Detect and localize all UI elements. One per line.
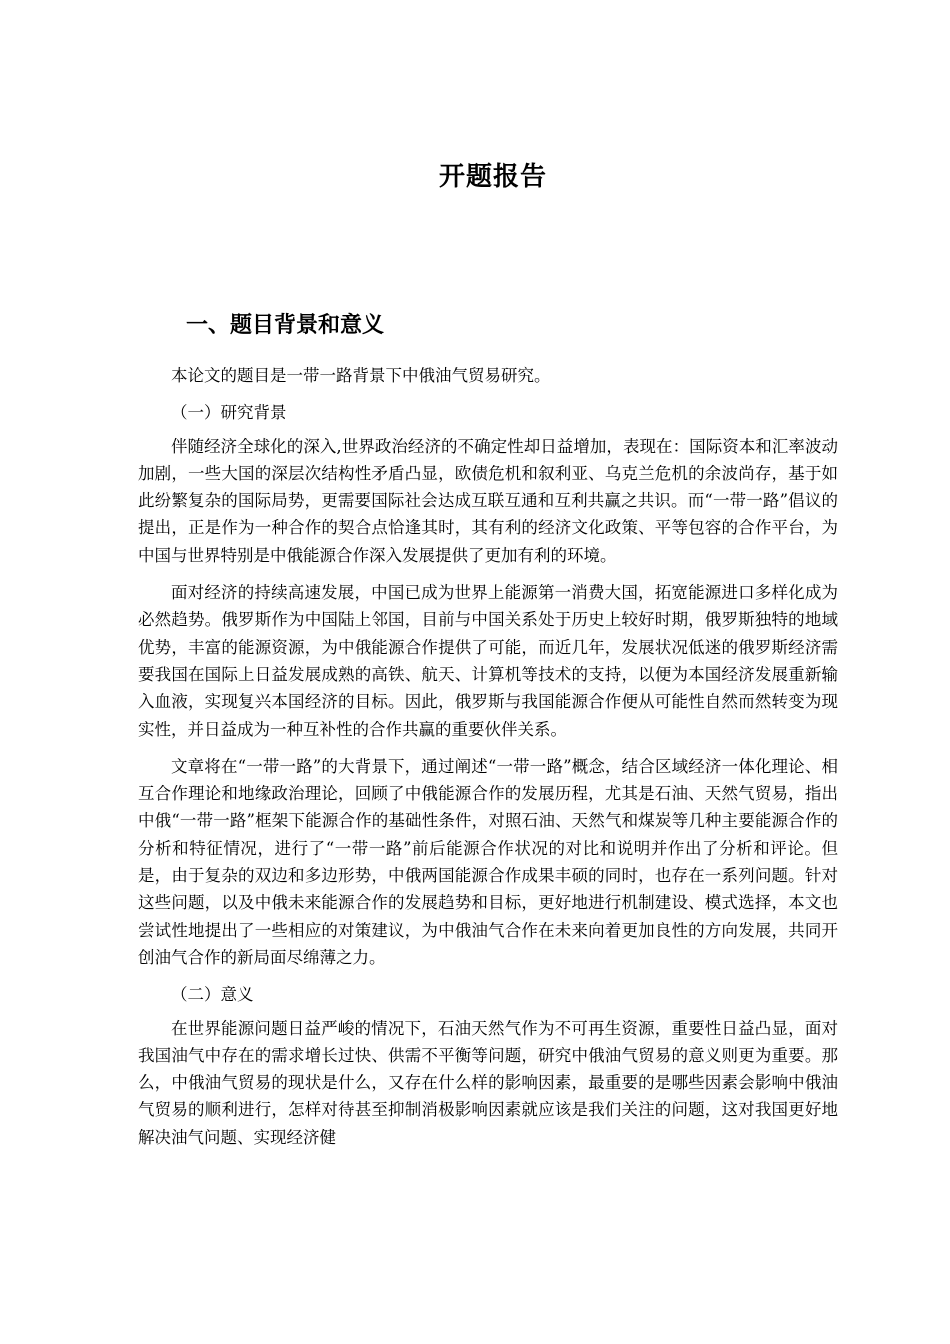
subsection-heading-background: （一）研究背景: [171, 403, 287, 423]
subsection-heading-significance: （二）意义: [171, 985, 254, 1005]
intro-paragraph: 本论文的题目是一带一路背景下中俄油气贸易研究。: [171, 366, 551, 385]
body-text: [138, 362, 838, 1161]
paragraph: 在世界能源问题日益严峻的情况下，石油天然气作为不可再生资源，重要性日益凸显，面对我国油气中存在的需求增长过快、供需不平衡等问题，研究中俄油气贸易的意义则更为重要。那么，中俄油气贸易的现状是什么，又存在什么样的影响因素，最重要的是哪些因素会影响中俄油气贸易的顺利进行，怎样对待甚至抑制消极影响因素就应该是我们关注的问题，这对我国更好地解决油气问题、实现经济健: [138, 1018, 838, 1147]
paragraph: 面对经济的持续高速发展，中国已成为世界上能源第一消费大国，拓宽能源进口多样化成为必然趋势。俄罗斯作为中国陆上邻国，目前与中国关系处于历史上较好时期，俄罗斯独特的地域优势，丰富的能源资源，为中俄能源合作提供了可能，而近几年，发展状况低迷的俄罗斯经济需要我国在国际上日益发展成熟的高铁、航天、计算机等技术的支持，以便为本国经济发展重新输入血液，实现复兴本国经济的目标。因此，俄罗斯与我国能源合作便从可能性自然而然转变为现实性，并日益成为一种互补性的合作共赢的重要伙伴关系。: [138, 583, 838, 739]
document-title: 开题报告: [438, 162, 547, 192]
section-heading: 一、题目背景和意义: [186, 312, 385, 338]
paragraph: 伴随经济全球化的深入,世界政治经济的不确定性却日益增加，表现在：国际资本和汇率波动加剧，一些大国的深层次结构性矛盾凸显，欧债危机和叙利亚、乌克兰危机的余波尚存，基于如此纷繁复杂的国际局势，更需要国际社会达成互联互通和互利共赢之共识。而“一带一路”倡议的提出，正是作为一种合作的契合点恰逢其时，其有利的经济文化政策、平等包容的合作平台，为中国与世界特别是中俄能源合作深入发展提供了更加有利的环境。: [138, 436, 838, 565]
paragraph: 文章将在“一带一路”的大背景下，通过阐述“一带一路”概念，结合区域经济一体化理论、相互合作理论和地缘政治理论，回顾了中俄能源合作的发展历程，尤其是石油、天然气贸易，指出中俄“一带一路”框架下能源合作的基础性条件，对照石油、天然气和煤炭等几种主要能源合作的分析和特征情况，进行了“一带一路”前后能源合作状况的对比和说明并作出了分析和评论。但是，由于复杂的双边和多边形势，中俄两国能源合作成果丰硕的同时，也存在一系列问题。针对这些问题，以及中俄未来能源合作的发展趋势和目标，更好地进行机制建设、模式选择，本文也尝试性地提出了一些相应的对策建议，为中俄油气合作在未来向着更加良性的方向发展，共同开创油气合作的新局面尽绵薄之力。: [138, 756, 838, 967]
